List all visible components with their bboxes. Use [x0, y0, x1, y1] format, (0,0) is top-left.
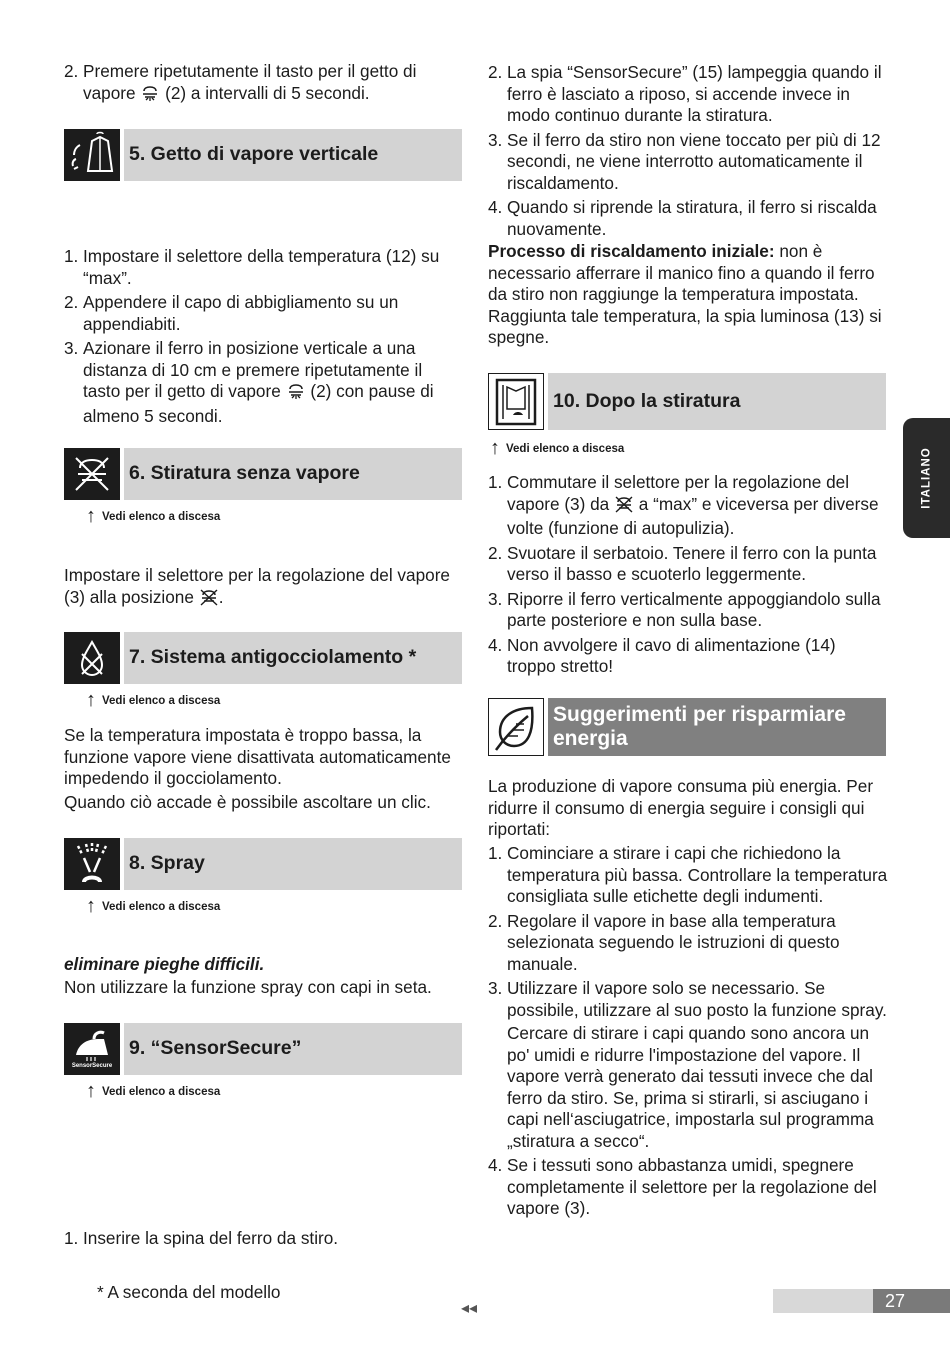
spray-icon	[64, 838, 120, 890]
list-item: 1. Cominciare a stirare i capi che richiedono la temperatura più bassa. Controllare la temperatura consigliata sulle etichette degli indumenti.	[488, 843, 888, 906]
list-item: 3. Se il ferro da stiro non viene toccato per più di 12 secondi, ne viene interrotto automaticamente il riscaldamento.	[488, 129, 881, 193]
section-6-header	[64, 448, 462, 500]
see-list-reference: ↑ Vedi elenco a discesa	[86, 895, 221, 917]
intro-list-right	[488, 62, 888, 243]
energy-tips-header	[488, 698, 886, 756]
heating-paragraph: Processo di riscaldamento iniziale: non è necessario afferrare il manico fino a quando il ferro da stiro non raggiunge la temperatura impostata. Raggiunta tale temperatura, la spia luminosa (13) si spegne.	[488, 241, 882, 347]
list-item: 2. Regolare il vapore in base alla temperatura selezionata seguendo le istruzioni di questo manuale.	[488, 910, 840, 974]
section-title: 5. Getto di vapore verticale	[124, 129, 462, 181]
up-arrow-icon: ↑	[86, 689, 96, 711]
steam-burst-icon	[286, 382, 306, 406]
steam-burst-icon	[140, 84, 160, 108]
list-item-extra: Cercare di stirare i capi quando sono ancora un po' umidi e ridurre l'impostazione del vapore. Il vapore verrà generato dai tessuti invece che dal ferro da stiro. Se, prima si stirarli, si asciugano i capi nell‘asciugatrice, impostarla sul programma „stiratura a secco“.	[507, 1023, 874, 1151]
language-tab: ITALIANO	[903, 418, 950, 538]
list-item: 3. Utilizzare il vapore solo se necessario. Se possibile, utilizzare al suo posto la funzione spray. Cercare di stirare i capi quando sono ancora un po' umidi e ridurre l'impostazione del vapore. Il vapore verrà generato dai tessuti invece che dal ferro da stiro. Se, prima si stirarli, si asciugano i capi nell‘asciugatrice, impostarla sul programma „stiratura a secco“.	[488, 978, 887, 1151]
nav-double-arrow-icon: ◂◂	[461, 1300, 478, 1317]
section-9-header	[64, 1023, 462, 1075]
section-7-paragraph: Se la temperatura impostata è troppo bassa, la funzione vapore viene disattivata automaticamente impedendo il gocciolamento.	[64, 725, 451, 788]
up-arrow-icon: ↑	[490, 437, 500, 459]
section-title: Suggerimenti per risparmiare energia	[548, 698, 886, 756]
up-arrow-icon: ↑	[86, 895, 96, 917]
section-7-header	[64, 632, 462, 684]
section-5-list	[64, 246, 464, 430]
section-title: 8. Spray	[124, 838, 462, 890]
no-steam-icon	[199, 588, 219, 612]
list-item: 4. Quando si riprende la stiratura, il ferro si riscalda nuovamente.	[488, 197, 877, 239]
anti-drip-icon	[64, 632, 120, 684]
see-list-reference: ↑ Vedi elenco a discesa	[490, 437, 625, 459]
see-list-reference: ↑ Vedi elenco a discesa	[86, 505, 221, 527]
page-number: 27	[873, 1289, 950, 1313]
energy-intro: La produzione di vapore consuma più energia. Per ridurre il consumo di energia seguire i consigli qui riportati:	[488, 776, 874, 839]
list-item: 2. La spia “SensorSecure” (15) lampeggia quando il ferro è lasciato a riposo, si accende invece in modo continuo durante la stiratura.	[488, 62, 882, 125]
up-arrow-icon: ↑	[86, 505, 96, 527]
section-title: 10. Dopo la stiratura	[548, 373, 886, 430]
list-item: 2. Appendere il capo di abbigliamento su un appendiabiti.	[64, 292, 399, 334]
list-item: 1. Impostare il selettore della temperatura (12) su “max”.	[64, 246, 440, 288]
see-list-reference: ↑ Vedi elenco a discesa	[86, 1080, 221, 1102]
list-item: 2. Svuotare il serbatoio. Tenere il ferro con la punta verso il basso e scuoterlo leggermente.	[488, 542, 877, 584]
section-8-paragraph: Non utilizzare la funzione spray con capi in seta.	[64, 977, 432, 997]
section-8-header	[64, 838, 462, 890]
no-steam-icon	[614, 495, 634, 519]
section-5-header	[64, 129, 462, 181]
no-steam-icon	[64, 448, 120, 500]
section-7-paragraph: Quando ciò accade è possibile ascoltare un clic.	[64, 792, 431, 812]
up-arrow-icon: ↑	[86, 1080, 96, 1102]
section-title: 7. Sistema antigocciolamento *	[124, 632, 462, 684]
list-item: 4. Non avvolgere il cavo di alimentazione (14) troppo stretto!	[488, 634, 836, 676]
section-10-header	[488, 373, 886, 430]
list-item: 3. Azionare il ferro in posizione verticale a una distanza di 10 cm e premere ripetutamente il tasto per il getto di vapore (2) con pause di almeno 5 secondi.	[64, 338, 434, 426]
list-item: 2. Premere ripetutamente il tasto per il getto di vapore (2) a intervalli di 5 secondi.	[64, 61, 464, 107]
list-item: 3. Riporre il ferro verticalmente appoggiandolo sulla parte posteriore e non sulla base.	[488, 588, 881, 630]
list-item: 1. Commutare il selettore per la regolazione del vapore (3) da a “max” e viceversa per diverse volte (funzione di autopulizia).	[488, 472, 879, 538]
section-6-text: Impostare il selettore per la regolazione del vapore (3) alla posizione .	[64, 565, 464, 611]
intro-list-left	[64, 61, 464, 110]
section-10-list	[488, 472, 888, 681]
section-title: 9. “SensorSecure”	[124, 1023, 462, 1075]
sensor-secure-icon: SensorSecure	[64, 1023, 120, 1075]
list-item: 4. Se i tessuti sono abbastanza umidi, spegnere completamente il selettore per la regolazione del vapore (3).	[488, 1155, 877, 1218]
see-list-reference: ↑ Vedi elenco a discesa	[86, 689, 221, 711]
energy-list	[488, 843, 888, 1223]
section-9-list	[64, 1228, 464, 1253]
section-8-emphasis: eliminare pieghe difficili.	[64, 954, 265, 974]
footnote: * A seconda del modello	[97, 1282, 281, 1302]
vertical-steam-icon	[64, 129, 120, 181]
section-title: 6. Stiratura senza vapore	[124, 448, 462, 500]
leaf-icon	[488, 698, 544, 756]
wardrobe-icon	[488, 373, 544, 430]
list-item: 1. Inserire la spina del ferro da stiro.	[64, 1228, 339, 1248]
